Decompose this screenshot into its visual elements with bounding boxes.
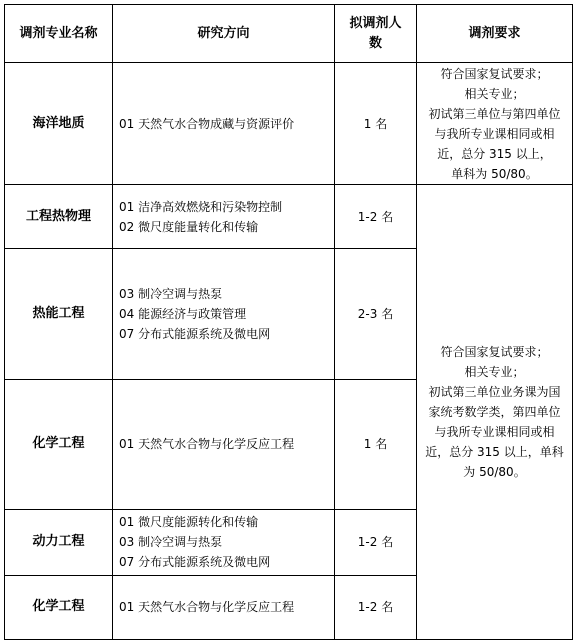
- count-cell: 1 名: [335, 63, 417, 185]
- count-cell: 1 名: [335, 379, 417, 509]
- major-name: 工程热物理: [5, 185, 113, 249]
- count-cell: 2-3 名: [335, 249, 417, 379]
- direction-item: 01 天然气水合物与化学反应工程: [119, 437, 295, 452]
- major-name: 化学工程: [5, 575, 113, 639]
- count-cell: 1-2 名: [335, 575, 417, 639]
- table-row: [5, 63, 573, 185]
- header-row: [5, 5, 573, 63]
- direction-item: 03 制冷空调与热泵: [119, 535, 223, 550]
- direction-item: 03 制冷空调与热泵: [119, 286, 223, 301]
- requirement-line: 相关专业；: [464, 86, 525, 101]
- direction-item: 01 洁净高效燃烧和污染物控制: [119, 199, 283, 214]
- requirement-line: 初试第三单位业务课为国家统考数学类，第四单位与我所专业课相同或相近，总分 315 以上，单科为 50/80。: [425, 385, 564, 480]
- header-major: 调剂专业名称: [5, 5, 113, 63]
- shared-requirement-cell: [417, 185, 573, 640]
- count-cell: 1-2 名: [335, 185, 417, 249]
- direction-cell: [113, 379, 335, 509]
- direction-cell: [113, 249, 335, 379]
- header-requirement: 调剂要求: [417, 5, 573, 63]
- direction-cell: [113, 509, 335, 575]
- requirement-line: 初试第三单位与第四单位与我所专业课相同或相近，总分 315 以上，: [428, 106, 561, 161]
- direction-item: 02 微尺度能量转化和传输: [119, 219, 259, 234]
- direction-cell: [113, 185, 335, 249]
- direction-item: 04 能源经济与政策管理: [119, 306, 247, 321]
- major-name: 海洋地质: [5, 63, 113, 185]
- header-direction: 研究方向: [113, 5, 335, 63]
- header-count: 拟调剂人数: [335, 5, 417, 63]
- direction-item: 07 分布式能源系统及微电网: [119, 326, 271, 341]
- major-name: 热能工程: [5, 249, 113, 379]
- requirement-cell: [417, 63, 573, 185]
- requirement-line: 符合国家复试要求；: [440, 345, 549, 360]
- adjustment-table: [4, 4, 573, 640]
- direction-item: 07 分布式能源系统及微电网: [119, 555, 271, 570]
- requirement-line: 单科为 50/80。: [451, 166, 538, 181]
- major-name: 动力工程: [5, 509, 113, 575]
- requirement-line: 符合国家复试要求；: [440, 66, 549, 81]
- table-row: [5, 185, 573, 249]
- direction-cell: [113, 63, 335, 185]
- count-cell: 1-2 名: [335, 509, 417, 575]
- direction-item: 01 天然气水合物与化学反应工程: [119, 600, 295, 615]
- requirement-line: 相关专业；: [464, 365, 525, 380]
- direction-item: 01 微尺度能源转化和传输: [119, 515, 259, 530]
- major-name: 化学工程: [5, 379, 113, 509]
- direction-item: 01 天然气水合物成藏与资源评价: [119, 116, 295, 131]
- direction-cell: [113, 575, 335, 639]
